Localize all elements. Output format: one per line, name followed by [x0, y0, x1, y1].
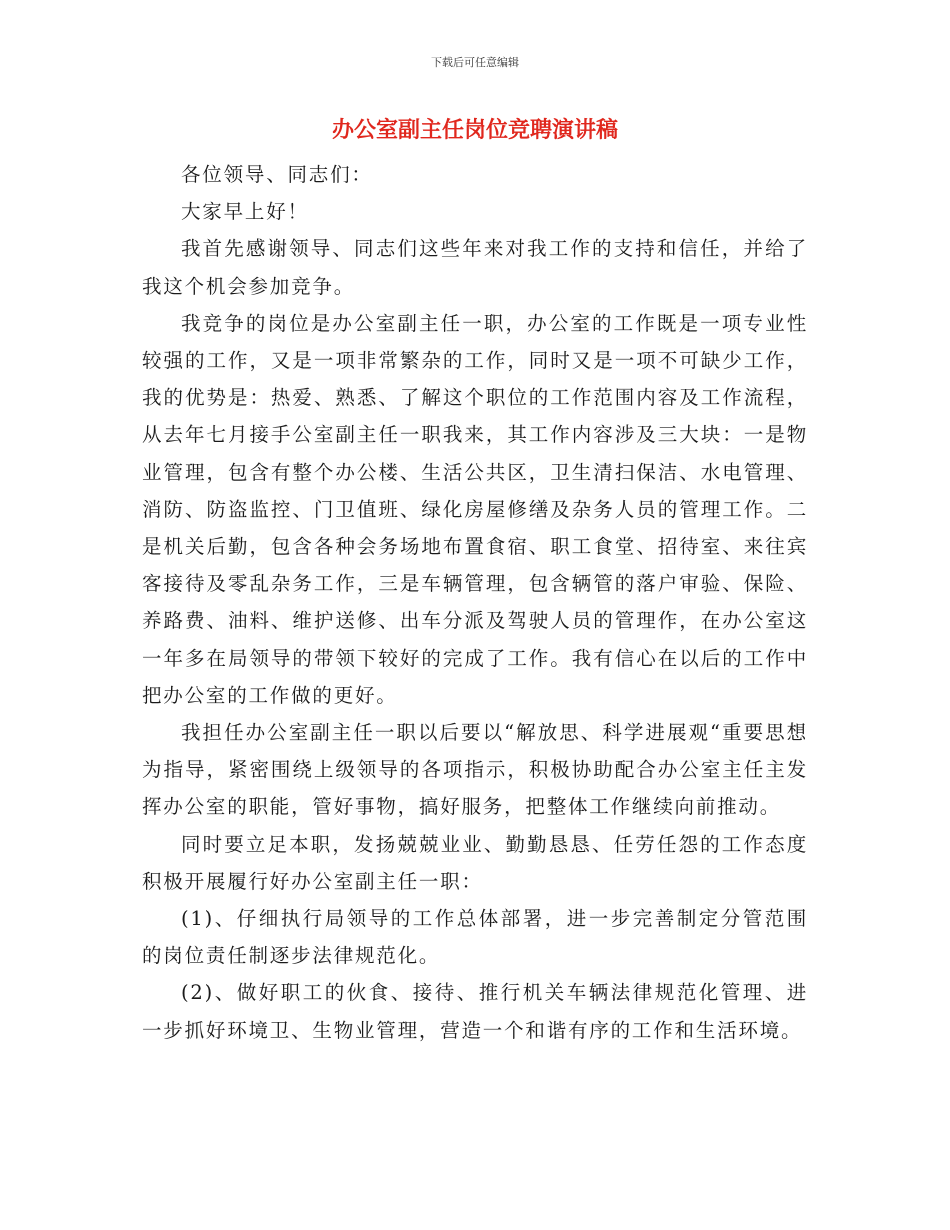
paragraph: 同时要立足本职，发扬兢兢业业、勤勤恳恳、任劳任怨的工作态度积极开展履行好办公室副主任一职： — [142, 832, 808, 893]
greeting: 大家早上好！ — [181, 200, 309, 224]
header-note: 下载后可任意编辑 — [431, 56, 519, 69]
paragraph: 我担任办公室副主任一职以后要以“解放思、科学进展观“重要思想为指导，紧密围绕上级领导的各项指示，积极协助配合办公室主任主发挥办公室的职能，管好事物，搞好服务，把整体工作继续向前推动。 — [142, 721, 808, 819]
list-item: (1)、仔细执行局领导的工作总体部署，进一步完善制定分管范围的岗位责任制逐步法律规范化。 — [142, 907, 808, 968]
document-body — [142, 156, 808, 1049]
paragraph: 我竞争的岗位是办公室副主任一职，办公室的工作既是一项专业性较强的工作，又是一项非常繁杂的工作，同时又是一项不可缺少工作，我的优势是：热爱、熟悉、了解这个职位的工作范围内容及工作流程，从去年七月接手公室副主任一职我来，其工作内容涉及三大块：一是物业管理，包含有整个办公楼、生活公共区，卫生清扫保洁、水电管理、消防、防盗监控、门卫值班、绿化房屋修缮及杂务人员的管理工作。二是机关后勤，包含各种会务场地布置食宿、职工食堂、招待室、来往宾客接待及零乱杂务工作，三是车辆管理，包含辆管的落户审验、保险、养路费、油料、维护送修、出车分派及驾驶人员的管理作，在办公室这一年多在局领导的带领下较好的完成了工作。我有信心在以后的工作中把办公室的工作做的更好。 — [142, 311, 808, 707]
list-item: (2)、做好职工的伙食、接待、推行机关车辆法律规范化管理、进一步抓好环境卫、生物业管理，营造一个和谐有序的工作和生活环境。 — [142, 981, 808, 1042]
paragraph: 我首先感谢领导、同志们这些年来对我工作的支持和信任，并给了我这个机会参加竞争。 — [142, 237, 808, 298]
salutation: 各位领导、同志们： — [181, 163, 373, 186]
document-title: 办公室副主任岗位竞聘演讲稿 — [331, 118, 618, 143]
